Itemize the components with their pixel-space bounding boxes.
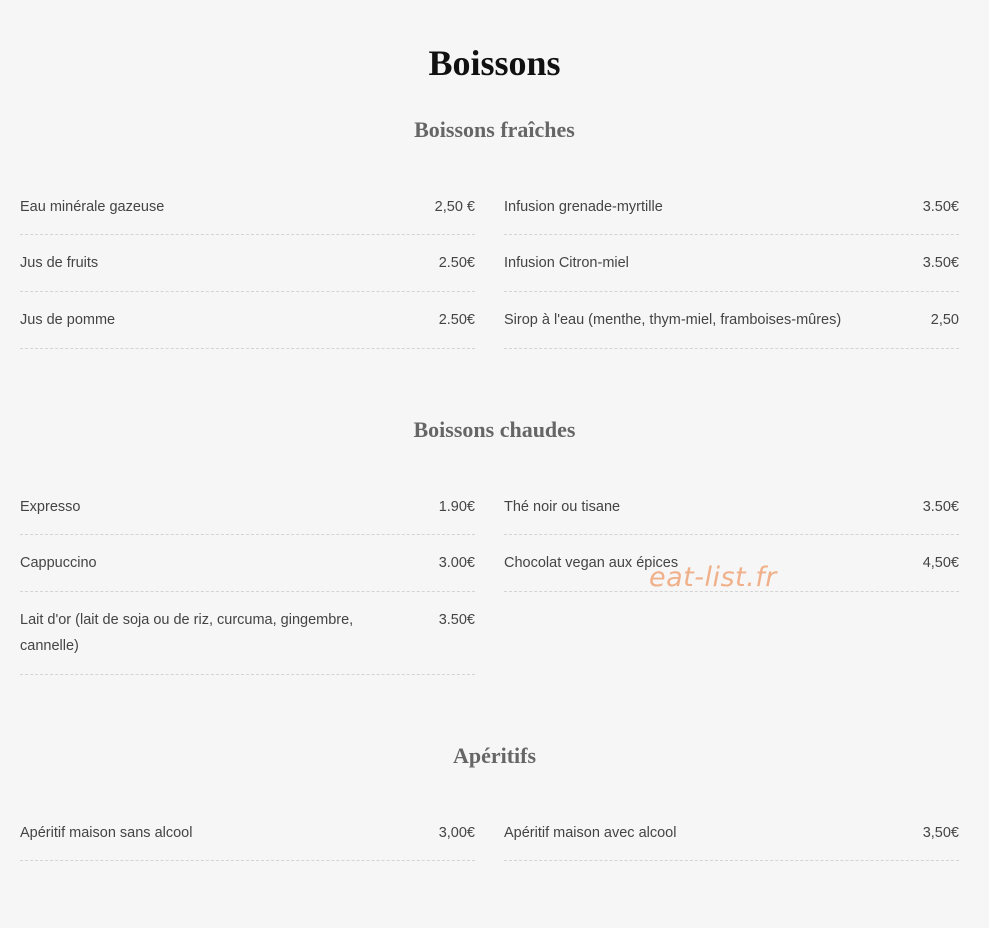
menu-item xyxy=(20,292,475,349)
item-price: 3.50€ xyxy=(922,255,959,271)
item-name: Expresso xyxy=(20,499,81,515)
section-title-boissons-chaudes: Boissons chaudes xyxy=(413,417,576,442)
menu-item xyxy=(20,535,475,592)
item-price: 4,50€ xyxy=(922,555,959,571)
item-name: Apéritif maison sans alcool xyxy=(20,825,193,841)
item-name: Jus de pomme xyxy=(20,312,116,328)
menu-item xyxy=(504,492,959,535)
menu-item xyxy=(504,818,959,861)
menu-item xyxy=(504,192,959,235)
section-grid-aperitifs xyxy=(20,818,959,861)
item-price: 1.90€ xyxy=(438,499,475,515)
item-name: Lait d'or (lait de soja ou de riz, curcuma, gingembre, cannelle) xyxy=(20,612,354,654)
item-price: 3,50€ xyxy=(922,825,959,841)
menu-item xyxy=(504,235,959,292)
item-price: 3.00€ xyxy=(438,555,475,571)
item-name: Infusion grenade-myrtille xyxy=(504,199,663,215)
item-price: 3.50€ xyxy=(922,499,959,515)
item-name: Chocolat vegan aux épices xyxy=(504,555,679,571)
watermark-text: eat-list.fr xyxy=(649,562,777,593)
item-name: Eau minérale gazeuse xyxy=(20,199,165,215)
menu-item xyxy=(20,492,475,535)
section-title-boissons-fraiches: Boissons fraîches xyxy=(414,117,575,142)
item-name: Apéritif maison avec alcool xyxy=(504,825,677,841)
section-title-aperitifs: Apéritifs xyxy=(452,743,537,768)
page-title: Boissons xyxy=(428,43,561,83)
item-price: 2,50 € xyxy=(434,199,475,215)
item-price: 3.50€ xyxy=(922,199,959,215)
menu-item xyxy=(20,818,475,861)
item-price: 2.50€ xyxy=(438,312,475,328)
item-name: Jus de fruits xyxy=(20,255,99,271)
menu-item xyxy=(20,235,475,292)
empty-cell xyxy=(504,592,959,675)
item-name: Sirop à l'eau (menthe, thym-miel, framboises-mûres) xyxy=(504,312,842,328)
section-grid-boissons-chaudes xyxy=(20,492,959,675)
section-grid-boissons-fraiches xyxy=(20,192,959,349)
item-name: Cappuccino xyxy=(20,555,97,571)
item-name: Thé noir ou tisane xyxy=(504,499,621,515)
item-price: 3,00€ xyxy=(438,825,475,841)
item-price: 2.50€ xyxy=(438,255,475,271)
item-price: 3.50€ xyxy=(438,612,475,628)
menu-item xyxy=(20,592,475,675)
menu-item xyxy=(504,292,959,349)
menu-item xyxy=(20,192,475,235)
item-price: 2,50 xyxy=(930,312,959,328)
item-name: Infusion Citron-miel xyxy=(504,255,629,271)
